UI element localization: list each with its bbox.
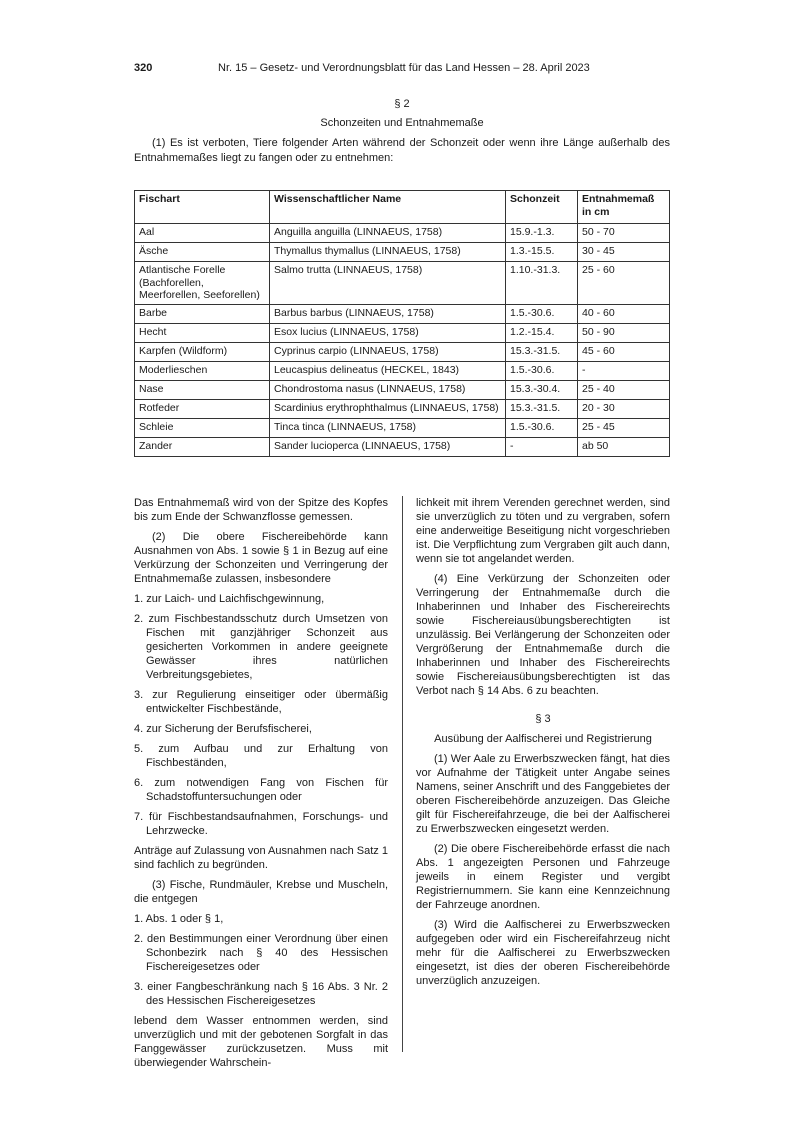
species-table <box>134 190 670 457</box>
cell-scientific-name: Salmo trutta (LINNAEUS, 1758) <box>270 262 506 305</box>
paragraph-antraege: Anträge auf Zulassung von Ausnahmen nach Satz 1 sind fachlich zu begründen. <box>134 845 388 871</box>
section-2-title: Schonzeiten und Entnahmemaße <box>320 117 484 129</box>
cell-entnahmemass: 50 - 90 <box>578 323 670 342</box>
cell-entnahmemass: 20 - 30 <box>578 399 670 418</box>
table-row <box>135 380 670 399</box>
section-3-number: § 3 <box>535 713 551 725</box>
right-column <box>416 496 670 994</box>
column-header-entnahmemass: Entnahmemaß in cm <box>578 191 670 224</box>
exception-list <box>134 592 388 838</box>
paragraph-measurement: Das Entnahmemaß wird von der Spitze des Kopfes bis zum Ende der Schwanzflosse gemessen. <box>134 497 388 523</box>
cell-entnahmemass: 45 - 60 <box>578 342 670 361</box>
paragraph-4: (4) Eine Verkürzung der Schonzeiten oder Verringerung der Entnahmemaße durch die Inhaberinnen und Inhaber des Fischereirechts sowie Fischereiausübungsberechtigten ist unzulässig. Bei Verlängerung der Schonzeiten oder Vergrößerung der Entnahmemaße durch die Inhaberinnen und Inhaber des Fischereirechts sowie Fischereiausübungsberechtigten ist das Verbot nach § 14 Abs. 6 zu beachten. <box>416 573 670 697</box>
paragraph-3: (3) Fische, Rundmäuler, Krebse und Muscheln, die entgegen <box>134 879 388 905</box>
cell-entnahmemass: ab 50 <box>578 437 670 456</box>
table-row <box>135 224 670 243</box>
cell-fischart: Zander <box>135 437 270 456</box>
list-item: 3. zur Regulierung einseitiger oder übermäßig entwickelter Fischbestände, <box>134 689 388 715</box>
cell-fischart: Nase <box>135 380 270 399</box>
page-number: 320 <box>134 62 153 74</box>
section-2-number: § 2 <box>394 98 410 110</box>
table-header-row <box>135 191 670 224</box>
list-item: 6. zum notwendigen Fang von Fischen für Schadstoffuntersuchungen oder <box>134 777 388 803</box>
paragraph-3-continued: lebend dem Wasser entnommen werden, sind unverzüglich und mit der gebotenen Sorgfalt in das Fanggewässer zurückzusetzen. Muss mit überwiegender Wahrschein- <box>134 1015 388 1069</box>
cell-scientific-name: Leucaspius delineatus (HECKEL, 1843) <box>270 361 506 380</box>
cell-entnahmemass: 30 - 45 <box>578 243 670 262</box>
paragraph-2: (2) Die obere Fischereibehörde kann Ausnahmen von Abs. 1 sowie § 1 in Bezug auf eine Verkürzung der Schonzeiten und Verringerung der Entnahmemaße zulassen, insbesondere <box>134 531 388 585</box>
paragraph-3-continued-2: lichkeit mit ihrem Verenden gerechnet werden, sind sie unverzüglich zu töten und zu vergraben, sofern eine anderweitige Beseitigung nicht vorgeschrieben ist. Die Verpflichtung zum Vergraben gilt auch dann, wenn sie tot angelandet werden. <box>416 497 670 565</box>
cell-schonzeit: 15.9.-1.3. <box>506 224 578 243</box>
cell-schonzeit: - <box>506 437 578 456</box>
cell-entnahmemass: 40 - 60 <box>578 304 670 323</box>
cell-entnahmemass: 50 - 70 <box>578 224 670 243</box>
cell-schonzeit: 15.3.-31.5. <box>506 399 578 418</box>
list-item: 1. Abs. 1 oder § 1, <box>134 913 224 925</box>
table-row <box>135 262 670 305</box>
column-divider <box>402 496 403 1052</box>
list-item: 5. zum Aufbau und zur Erhaltung von Fischbeständen, <box>134 743 388 769</box>
column-header-fischart: Fischart <box>135 191 270 224</box>
cell-entnahmemass: 25 - 60 <box>578 262 670 305</box>
cell-schonzeit: 1.10.-31.3. <box>506 262 578 305</box>
table-row <box>135 323 670 342</box>
cell-fischart: Äsche <box>135 243 270 262</box>
list-item: 2. den Bestimmungen einer Verordnung über einen Schonbezirk nach § 40 des Hessischen Fischereigesetzes oder <box>134 933 388 973</box>
list-item: 1. zur Laich- und Laichfischgewinnung, <box>134 593 325 605</box>
list-item: 3. einer Fangbeschränkung nach § 16 Abs. 3 Nr. 2 des Hessischen Fischereigesetzes <box>134 981 388 1007</box>
cell-scientific-name: Barbus barbus (LINNAEUS, 1758) <box>270 304 506 323</box>
cell-schonzeit: 1.3.-15.5. <box>506 243 578 262</box>
cell-scientific-name: Chondrostoma nasus (LINNAEUS, 1758) <box>270 380 506 399</box>
table-row <box>135 342 670 361</box>
cell-scientific-name: Scardinius erythrophthalmus (LINNAEUS, 1758) <box>270 399 506 418</box>
cell-fischart: Karpfen (Wildform) <box>135 342 270 361</box>
cell-schonzeit: 1.5.-30.6. <box>506 418 578 437</box>
cell-fischart: Barbe <box>135 304 270 323</box>
cell-scientific-name: Sander lucioperca (LINNAEUS, 1758) <box>270 437 506 456</box>
section-3-paragraph-1: (1) Wer Aale zu Erwerbszwecken fängt, hat dies vor Aufnahme der Tätigkeit unter Angabe seines Namens, seiner Anschrift und des Fanggebietes der oberen Fischereibehörde anzuzeigen. Das Gleiche gilt für Fischereifahrzeuge, die bei der Aalfischerei zu Erwerbszwecken eingesetzt werden. <box>416 753 670 835</box>
cell-scientific-name: Cyprinus carpio (LINNAEUS, 1758) <box>270 342 506 361</box>
table-row <box>135 399 670 418</box>
section-3-paragraph-3: (3) Wird die Aalfischerei zu Erwerbszwecken aufgegeben oder wird ein Fischereifahrzeug nicht mehr für die Aalfischerei zu Erwerbszwecken eingesetzt, ist dies der oberen Fischereibehörde unverzüglich anzuzeigen. <box>416 919 670 987</box>
cell-scientific-name: Tinca tinca (LINNAEUS, 1758) <box>270 418 506 437</box>
cell-scientific-name: Esox lucius (LINNAEUS, 1758) <box>270 323 506 342</box>
left-column <box>134 496 388 1076</box>
cell-scientific-name: Thymallus thymallus (LINNAEUS, 1758) <box>270 243 506 262</box>
cell-fischart: Rotfeder <box>135 399 270 418</box>
violation-list <box>134 912 388 1008</box>
cell-schonzeit: 1.5.-30.6. <box>506 304 578 323</box>
section-3-title: Ausübung der Aalfischerei und Registrierung <box>434 733 652 745</box>
cell-entnahmemass: - <box>578 361 670 380</box>
section-3-paragraph-2: (2) Die obere Fischereibehörde erfasst die nach Abs. 1 angezeigten Personen und Fahrzeuge jeweils in einem Register und vergibt Registriernummern. Sie kann eine Kennzeichnung der Fahrzeuge anordnen. <box>416 843 670 911</box>
cell-fischart: Aal <box>135 224 270 243</box>
cell-schonzeit: 1.5.-30.6. <box>506 361 578 380</box>
table-row <box>135 361 670 380</box>
list-item: 7. für Fischbestandsaufnahmen, Forschungs- und Lehrzwecke. <box>134 811 388 837</box>
table-row <box>135 437 670 456</box>
list-item: 4. zur Sicherung der Berufsfischerei, <box>134 723 312 735</box>
section-2-intro: (1) Es ist verboten, Tiere folgender Arten während der Schonzeit oder wenn ihre Länge außerhalb des Entnahmemaßes liegt zu fangen oder zu entnehmen: <box>134 137 670 164</box>
cell-schonzeit: 15.3.-30.4. <box>506 380 578 399</box>
cell-schonzeit: 1.2.-15.4. <box>506 323 578 342</box>
column-header-wissenschaftlicher-name: Wissenschaftlicher Name <box>270 191 506 224</box>
column-header-schonzeit: Schonzeit <box>506 191 578 224</box>
cell-schonzeit: 15.3.-31.5. <box>506 342 578 361</box>
cell-fischart: Moderlieschen <box>135 361 270 380</box>
cell-fischart: Schleie <box>135 418 270 437</box>
table-row <box>135 418 670 437</box>
table-row <box>135 243 670 262</box>
running-title: Nr. 15 – Gesetz- und Verordnungsblatt für das Land Hessen – 28. April 2023 <box>218 62 590 74</box>
cell-entnahmemass: 25 - 45 <box>578 418 670 437</box>
cell-scientific-name: Anguilla anguilla (LINNAEUS, 1758) <box>270 224 506 243</box>
list-item: 2. zum Fischbestandsschutz durch Umsetzen von Fischen mit ganzjähriger Schonzeit aus gesicherten Vorkommen in andere geeignete Gewässer ihres natürlichen Verbreitungsgebietes, <box>134 613 388 681</box>
table-row <box>135 304 670 323</box>
cell-entnahmemass: 25 - 40 <box>578 380 670 399</box>
cell-fischart: Atlantische Forelle (Bachforellen, Meerforellen, Seeforellen) <box>135 262 270 305</box>
cell-fischart: Hecht <box>135 323 270 342</box>
